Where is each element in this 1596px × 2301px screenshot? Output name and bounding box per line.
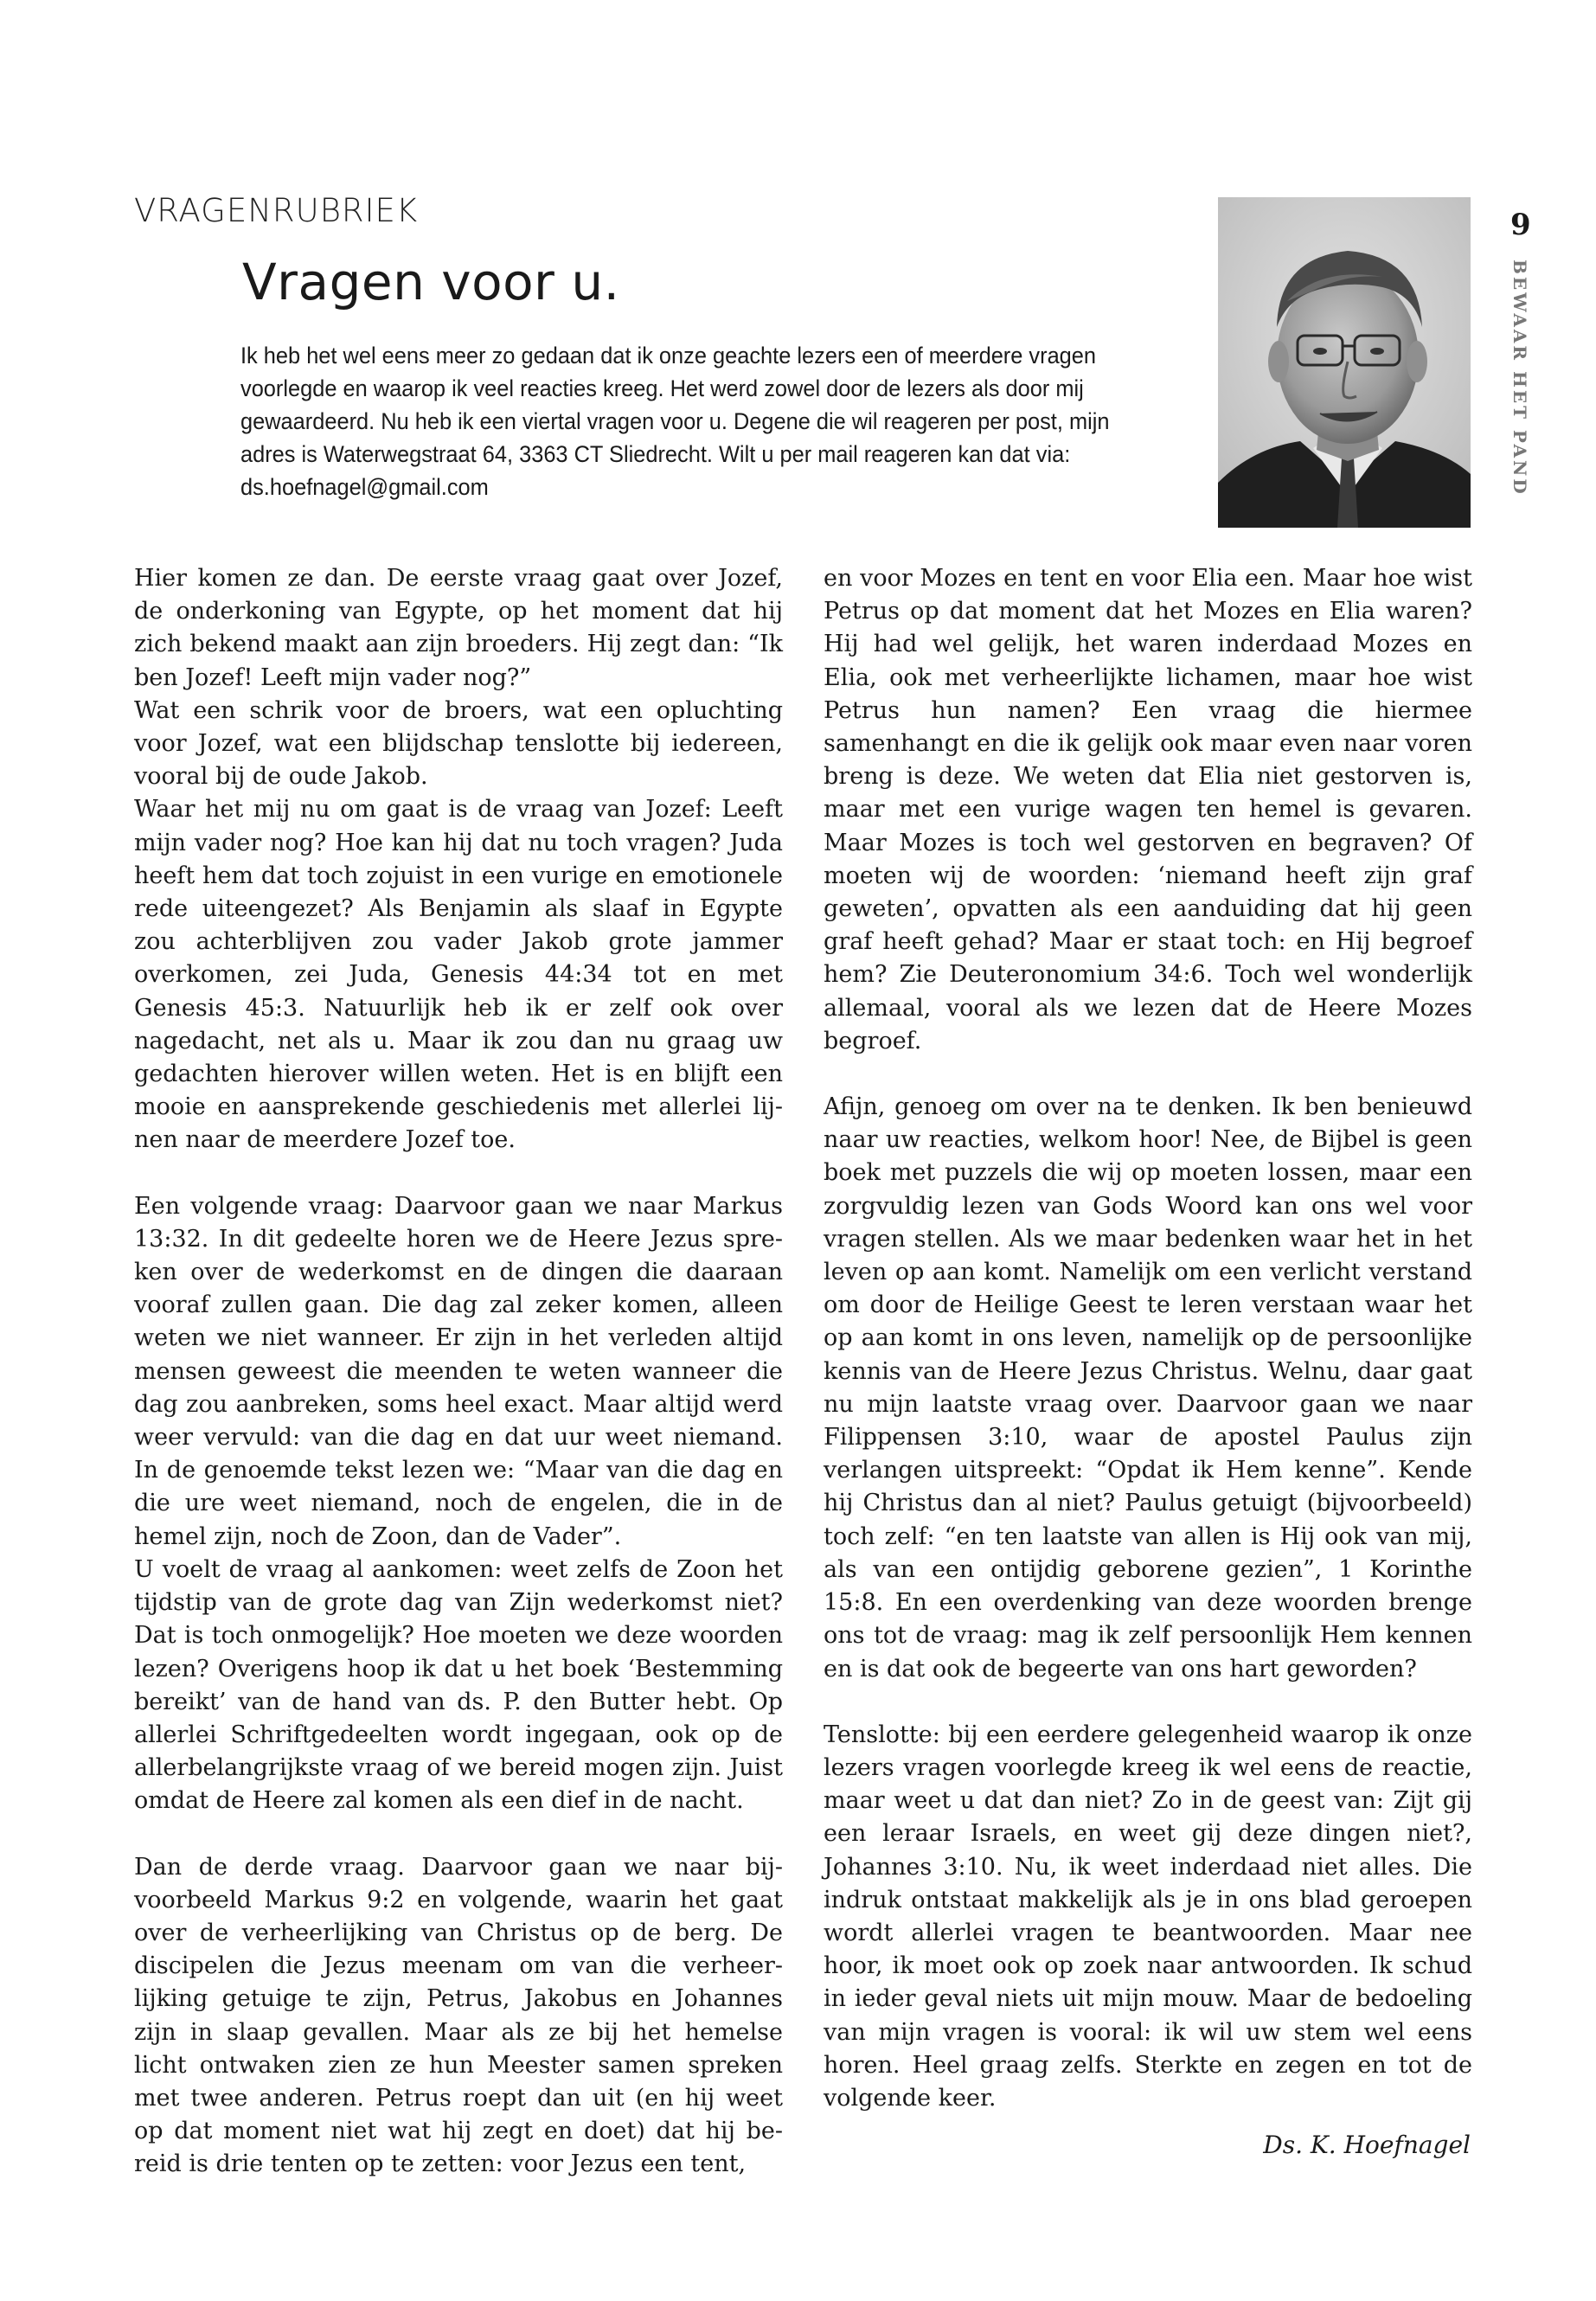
article-intro [240, 339, 1139, 503]
body-paragraph: en voor Mozes en tent en voor Elia een. Maar hoe wist Petrus op dat moment dat het Mozes en Elia waren? Hij had wel gelijk, het waren inderdaad Mozes en Elia, ook met verheerlijkte lichamen, maar hoe wist Petrus hun namen? Een vraag die hiermee samenhangt en die ik gelijk ook maar even naar voren breng is deze. We weten dat Elia niet gestorven is, maar met een vurige wagen ten hemel is gevaren. Maar Mozes is toch wel gestorven en begraven? Of moeten wij de woorden: ‘niemand heeft zijn graf geweten’, opvatten als een aanduiding dat hij geen graf heeft gehad? Maar er staat toch: en Hij begroef hem? Zie Deuteronomium 34:6. Toch wel wonderlijk allemaal, vooral als we lezen dat de Heere Mozes begroef. [824, 565, 1472, 1054]
author-photo [1218, 197, 1471, 528]
body-paragraph: Hier komen ze dan. De eerste vraag gaat over Jozef, de onderkoning van Egypte, op het moment dat hij zich bekend maakt aan zijn broeders. Hij zegt dan: “Ik ben Jozef! Leeft mijn vader nog?” [134, 565, 783, 691]
running-title: BEWAAR HET PAND [1509, 260, 1530, 497]
intro-paragraph: Ik heb het wel eens meer zo gedaan dat ik onze geachte lezers een of meerdere vragen voorlegde en waarop ik veel reacties kreeg. Het werd zowel door de lezers als door mij gewaardeerd. Nu heb ik een viertal vragen voor u. Degene die wil reageren per post, mijn adres is Waterwegstraat 64, 3363 CT Sliedrecht. Wilt u per mail reageren kan dat via: ds.hoefnagel@gmail.com [240, 343, 1110, 500]
left-column [134, 562, 783, 2182]
body-paragraph: Waar het mij nu om gaat is de vraag van Jozef: Leeft mijn vader nog? Hoe kan hij dat nu toch vragen? Juda heeft hem dat toch zojuist in een vurige en emotionele rede uiteengezet? Als Benjamin als slaaf in Egypte zou achterblijven zou vader Jakob grote jammer overkomen, zei Juda, Genesis 44:34 tot en met Genesis 45:3. Natuurlijk heb ik er zelf ook over nagedacht, net als u. Maar ik zou dan nu graag uw gedachten hierover willen weten. Het is en blijft een mooie en aansprekende geschiedenis met allerlei lijnen naar de meerdere Jozef toe. [134, 796, 783, 1154]
body-paragraph: Tenslotte: bij een eerdere gelegenheid waarop ik onze lezers vragen voorlegde kreeg ik wel eens de reactie, maar weet u dat dan niet? Zo in de geest van: Zijt gij een leraar Israels, en weet gij deze dingen niet?, Johannes 3:10. Nu, ik weet inderdaad niet alles. Die indruk ontstaat makkelijk als je in ons blad geroepen wordt allerlei vragen te beantwoorden. Maar nee hoor, ik moet ook op zoek naar antwoorden. Ik schud in ieder geval niets uit mijn mouw. Maar de bedoeling van mijn vragen is vooral: ik wil uw stem wel eens horen. Heel graag zelfs. Sterkte en zegen en tot de volgende keer. [824, 1721, 1472, 2112]
body-paragraph: Afijn, genoeg om over na te denken. Ik ben benieuwd naar uw reacties, welkom hoor! Nee, de Bijbel is geen boek met puzzels die wij op moeten lossen, maar een zorgvuldig lezen van Gods Woord kan ons wel voor vragen stellen. Als we maar bedenken waar het in het leven op aan komt. Namelijk om een verlicht verstand om door de Heilige Geest te leren verstaan waar het op aan komt in ons leven, namelijk op de persoonlijke kennis van de Heere Jezus Christus. Welnu, daar gaat nu mijn laatste vraag over. Daarvoor gaan we naar Filippensen 3:10, waar de apostel Paulus zijn verlangen uitspreekt: “Opdat ik Hem kenne”. Kende hij Christus dan al niet? Paulus getuigt (bijvoorbeeld) toch zelf: “en ten laatste van allen is Hij ook van mij, als van een ontijdig geborene gezien”, 1 Korinthe 15:8. En een overdenking van deze woorden brenge ons tot de vraag: mag ik zelf persoonlijk Hem kennen en is dat ook de begeerte van ons hart geworden? [824, 1093, 1472, 1682]
article-title: Vragen voor u. [242, 253, 620, 311]
section-label: VRAGENRUBRIEK [134, 192, 419, 229]
page-number: 9 [1510, 208, 1531, 242]
body-paragraph: Een volgende vraag: Daarvoor gaan we naar Markus 13:32. In dit gedeelte horen we de Heere Jezus spreken over de wederkomst en de dingen die daaraan vooraf zullen gaan. Die dag zal zeker komen, alleen weten we niet wanneer. Er zijn in het verleden altijd mensen geweest die meenden te weten wanneer die dag zou aanbreken, soms heel exact. Maar altijd werd weer vervuld: van die dag en dat uur weet niemand. In de genoemde tekst lezen we: “Maar van die dag en die ure weet niemand, noch de engelen, die in de hemel zijn, noch de Zoon, dan de Vader”. [134, 1192, 783, 1550]
author-signature: Ds. K. Hoefnagel [1263, 2131, 1471, 2159]
body-paragraph: U voelt de vraag al aankomen: weet zelfs de Zoon het tijdstip van de grote dag van Zijn wederkomst niet? Dat is toch onmogelijk? Hoe moeten we deze woorden lezen? Overigens hoop ik dat u het boek ‘Bestemming bereikt’ van de hand van ds. P. den Butter hebt. Op allerlei Schriftgedeelten wordt ingegaan, ook op de allerbelangrijkste vraag of we bereid mogen zijn. Juist omdat de Heere zal komen als een dief in de nacht. [134, 1555, 783, 1815]
body-paragraph: Dan de derde vraag. Daarvoor gaan we naar bijvoorbeeld Markus 9:2 en volgende, waarin het gaat over de verheerlijking van Christus op de berg. De discipelen die Jezus meenam om van die verheerlijking getuige te zijn, Petrus, Jakobus en Johannes zijn in slaap gevallen. Maar als ze bij het hemelse licht ontwaken zien ze hun Meester samen spreken met twee anderen. Petrus roept dan uit (en hij weet op dat moment niet wat hij zegt en doet) dat hij bereid is drie tenten op te zetten: voor Jezus een tent, [134, 1853, 783, 2178]
right-column [824, 562, 1472, 2115]
body-paragraph: Wat een schrik voor de broers, wat een opluchting voor Jozef, wat een blijdschap tenslotte bij iedereen, vooral bij de oude Jakob. [134, 696, 783, 791]
author-portrait-image [1218, 197, 1471, 528]
